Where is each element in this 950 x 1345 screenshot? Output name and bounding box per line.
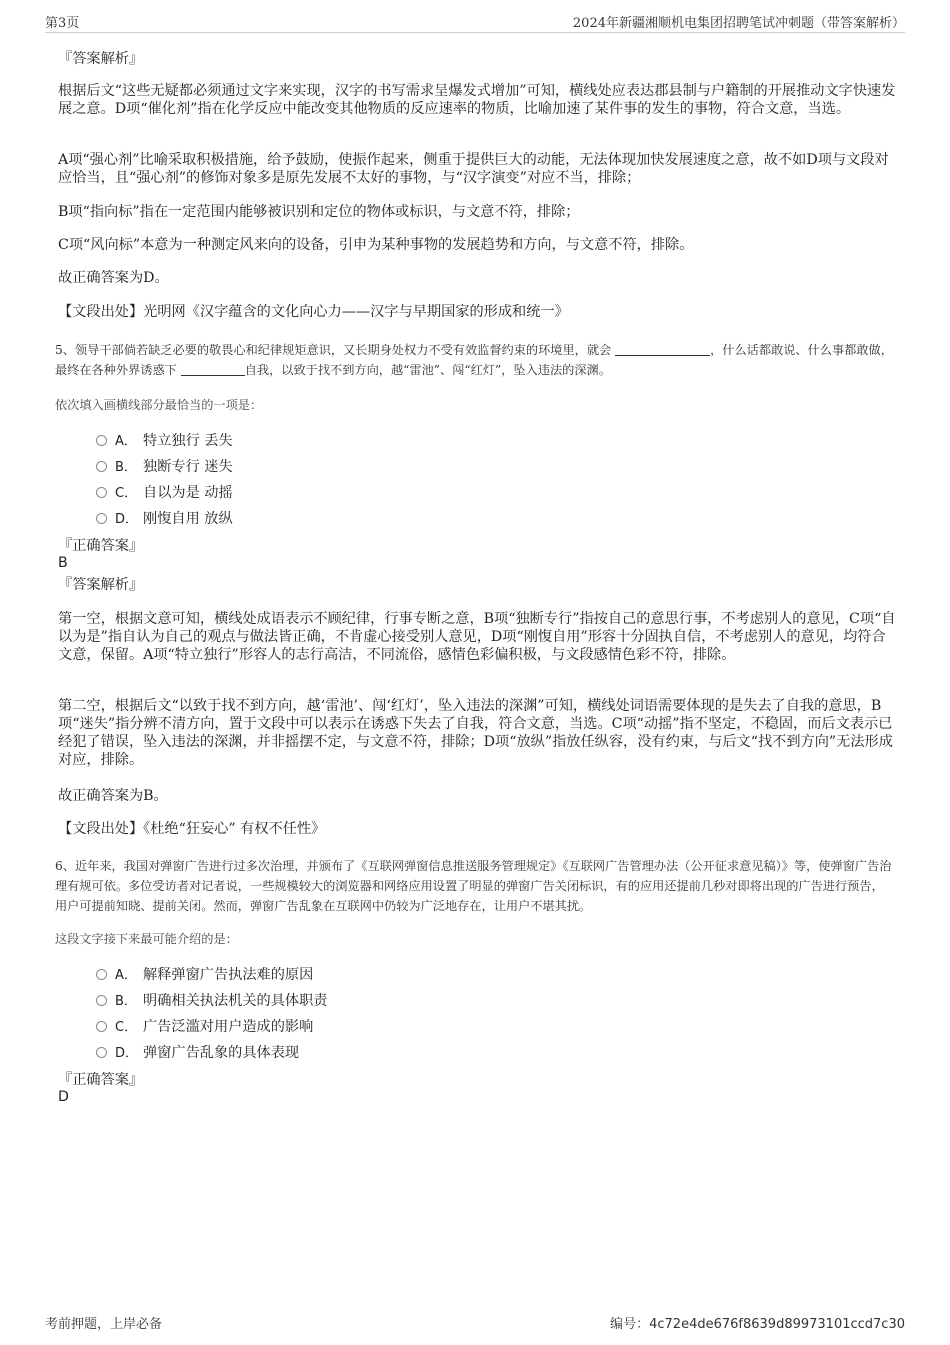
option-text: 弹窗广告乱象的具体表现 <box>143 1045 300 1061</box>
radio-icon[interactable] <box>96 487 107 498</box>
radio-icon[interactable] <box>96 969 107 980</box>
radio-icon[interactable] <box>96 1021 107 1032</box>
option-letter: C． <box>115 486 138 501</box>
q5-stem-part2: ，什么话都敢说、什么事都敢做，最终在各种外界诱惑下 <box>55 343 893 377</box>
footer-slogan: 考前押题，上岸必备 <box>45 1317 163 1332</box>
document-title: 2024年新疆湘顺机电集团招聘笔试冲刺题（带答案解析） <box>572 16 905 31</box>
radio-icon[interactable] <box>96 435 107 446</box>
q4-analysis-para3: B项“指向标”指在一定范围内能够被识别和定位的物体或标识，与文意不符，排除； <box>58 204 580 220</box>
option-text: 广告泛滥对用户造成的影响 <box>143 1019 314 1035</box>
option-text: 独断专行 迷失 <box>143 459 233 475</box>
option-letter: D． <box>115 512 139 527</box>
q6-prompt: 这段文字接下来最可能介绍的是： <box>55 932 238 946</box>
page-number: 第3页 <box>45 16 80 31</box>
option-letter: B． <box>115 460 137 475</box>
q5-correct-title: 『正确答案』 <box>58 538 144 554</box>
q6-option-d[interactable] <box>96 1042 299 1062</box>
option-letter: A． <box>115 968 137 983</box>
q5-analysis-para2: 第二空，根据后文“以致于找不到方向，越‘雷池’、闯‘红灯’，坠入违法的深渊”可知，横线处词语需要体现的是失去了自我的意思，B项“迷失”指分辨不清方向，置于文段中可以表示在诱惑下失去了自我，符合文意，当选。C项“动摇”指不坚定，不稳固，而后文表示已经犯了错误，坠入违法的深渊，并非摇摆不定，与文意不符，排除；D项“放纵”指放任纵容，没有约束，与后文“找不到方向”无法形成对应，排除。 <box>58 698 893 768</box>
q5-stem-part1: 5、领导干部倘若缺乏必要的敬畏心和纪律规矩意识，又长期身处权力不受有效监督约束的环境里，就会 <box>55 343 612 357</box>
option-text: 解释弹窗广告执法难的原因 <box>143 967 314 983</box>
document-id: 编号：4c72e4de676f8639d89973101ccd7c30 <box>610 1317 905 1332</box>
q6-correct-title: 『正确答案』 <box>58 1072 144 1088</box>
option-text: 刚愎自用 放纵 <box>143 511 233 527</box>
option-text: 自以为是 动摇 <box>143 485 233 501</box>
q6-option-a[interactable] <box>96 964 313 984</box>
option-letter: D． <box>115 1046 139 1061</box>
q5-option-b[interactable] <box>96 456 233 476</box>
q5-option-a[interactable] <box>96 430 233 450</box>
q5-correct-answer: B <box>58 555 68 571</box>
option-text: 特立独行 丢失 <box>143 433 233 449</box>
q4-source: 【文段出处】光明网《汉字蕴含的文化向心力——汉字与早期国家的形成和统一》 <box>58 304 569 320</box>
q5-blank-1 <box>615 343 710 356</box>
q4-analysis-para2: A项“强心剂”比喻采取积极措施，给予鼓励，使振作起来，侧重于提供巨大的动能，无法体现加快发展速度之意，故不如D项与文段对应恰当，且“强心剂”的修饰对象多是原先发展不太好的事物，与“汉字演变”对应不当，排除； <box>58 152 889 186</box>
q4-analysis-para1: 根据后文“这些无疑都必须通过文字来实现，汉字的书写需求呈爆发式增加”可知，横线处应表达郡县制与户籍制的开展推动文字快速发展之意。D项“催化剂”指在化学反应中能改变其他物质的反应速率的物质，比喻加速了某件事的发生的事物，符合文意，当选。 <box>58 83 896 117</box>
q6-option-c[interactable] <box>96 1016 313 1036</box>
q5-stem-part3: 自我，以致于找不到方向，越“雷池”、闯“红灯”，坠入违法的深渊。 <box>244 363 611 377</box>
option-letter: A． <box>115 434 137 449</box>
q5-stem <box>55 340 895 380</box>
page-header <box>45 12 905 33</box>
q5-source: 【文段出处】《杜绝“狂妄心” 有权不任性》 <box>58 821 326 837</box>
q5-analysis-para1: 第一空，根据文意可知，横线处成语表示不顾纪律，行事专断之意，B项“独断专行”指按自己的意思行事，不考虑别人的意见，C项“自以为是”指自认为自己的观点与做法皆正确，不肯虚心接受别人意见，D项“刚愎自用”形容十分固执自信，不考虑别人的意见，均符合文意，保留。A项“特立独行”形容人的志行高洁，不同流俗，感情色彩偏积极，与文段感情色彩不符，排除。 <box>58 611 896 663</box>
q6-stem: 6、近年来，我国对弹窗广告进行过多次治理，并颁布了《互联网弹窗信息推送服务管理规定》《互联网广告管理办法（公开征求意见稿）》等，使弹窗广告治理有规可依。多位受访者对记者说，一些规模较大的浏览器和网络应用设置了明显的弹窗广告关闭标识，有的应用还提前几秒对即将出现的广告进行预告，用户可提前知晓、提前关闭。然而，弹窗广告乱象在互联网中仍较为广泛地存在，让用户不堪其扰。 <box>55 859 892 913</box>
option-letter: B． <box>115 994 137 1009</box>
q6-correct-answer: D <box>58 1089 69 1105</box>
q4-analysis-title: 『答案解析』 <box>58 51 144 67</box>
q5-analysis-para3: 故正确答案为B。 <box>58 788 168 804</box>
q5-prompt: 依次填入画横线部分最恰当的一项是： <box>55 398 263 412</box>
q5-option-c[interactable] <box>96 482 233 502</box>
q5-option-d[interactable] <box>96 508 233 528</box>
q4-analysis-para5: 故正确答案为D。 <box>58 270 169 286</box>
radio-icon[interactable] <box>96 1047 107 1058</box>
q5-blank-2 <box>181 363 245 376</box>
page-footer <box>45 1313 905 1332</box>
radio-icon[interactable] <box>96 513 107 524</box>
option-letter: C． <box>115 1020 138 1035</box>
radio-icon[interactable] <box>96 461 107 472</box>
q4-analysis-para4: C项“风向标”本意为一种测定风来向的设备，引申为某种事物的发展趋势和方向，与文意不符，排除。 <box>58 237 694 253</box>
option-text: 明确相关执法机关的具体职责 <box>143 993 328 1009</box>
q6-option-b[interactable] <box>96 990 327 1010</box>
q5-analysis-title: 『答案解析』 <box>58 577 144 593</box>
radio-icon[interactable] <box>96 995 107 1006</box>
